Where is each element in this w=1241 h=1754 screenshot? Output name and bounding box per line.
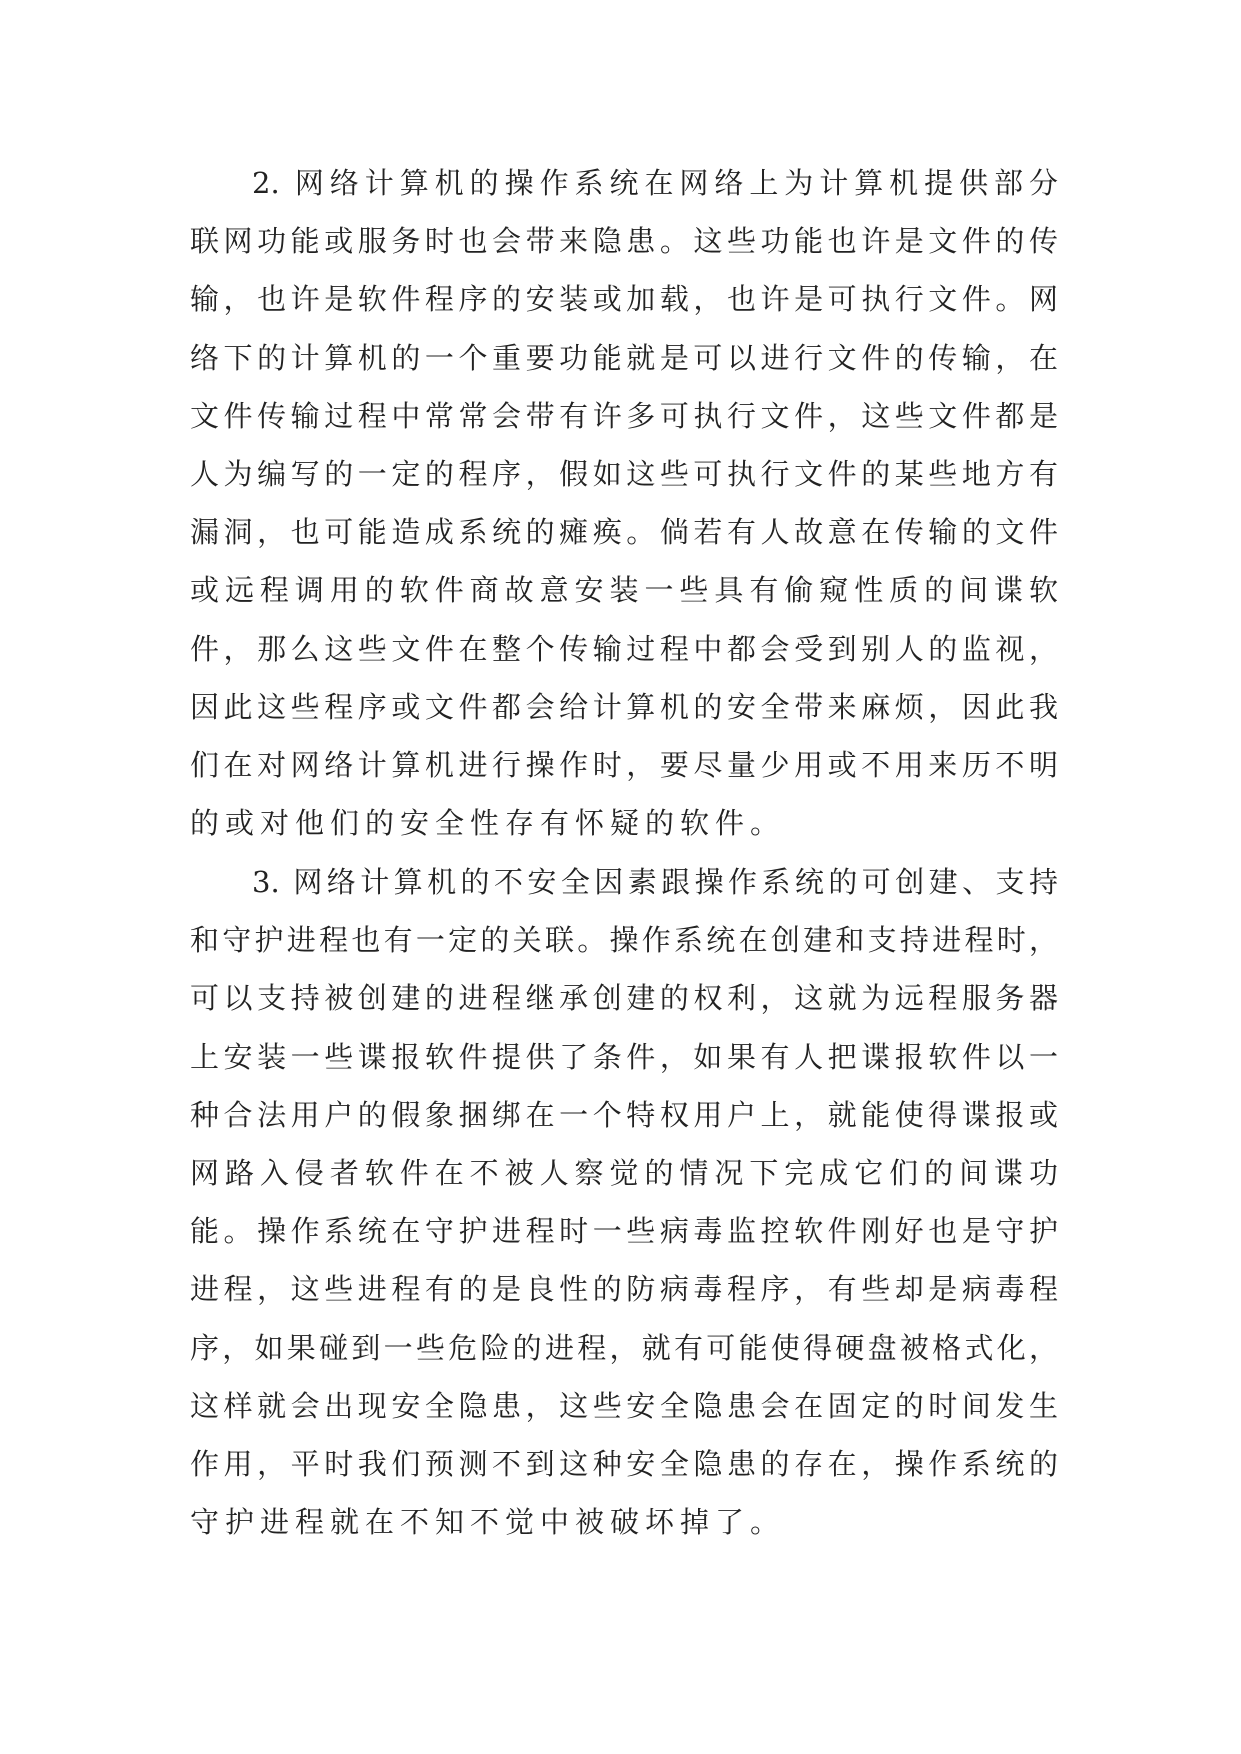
paragraph-line: 3. 网络计算机的不安全因素跟操作系统的可创建、支持 [252, 865, 1058, 899]
paragraph-line: 2. 网络计算机的操作系统在网络上为计算机提供部分 [252, 166, 1058, 200]
paragraph-line: 因此这些程序或文件都会给计算机的安全带来麻烦，因此我 [190, 689, 1058, 724]
paragraph-line: 进程，这些进程有的是良性的防病毒程序，有些却是病毒程 [190, 1272, 1058, 1307]
paragraph-line: 们在对网络计算机进行操作时，要尽量少用或不用来历不明 [190, 747, 1058, 782]
paragraph-line: 和守护进程也有一定的关联。操作系统在创建和支持进程时， [190, 923, 1058, 958]
paragraph-line: 上安装一些谍报软件提供了条件，如果有人把谍报软件以一 [190, 1039, 1058, 1074]
paragraph-line: 种合法用户的假象捆绑在一个特权用户上，就能使得谍报或 [190, 1097, 1058, 1132]
paragraph-line: 网路入侵者软件在不被人察觉的情况下完成它们的间谍功 [190, 1155, 1058, 1190]
paragraph-line: 人为编写的一定的程序，假如这些可执行文件的某些地方有 [190, 456, 1058, 491]
paragraph-line: 文件传输过程中常常会带有许多可执行文件，这些文件都是 [190, 398, 1058, 433]
paragraph-3 [190, 861, 1058, 1559]
paragraph-line: 可以支持被创建的进程继承创建的权利，这就为远程服务器 [190, 981, 1058, 1016]
paragraph-line: 络下的计算机的一个重要功能就是可以进行文件的传输，在 [190, 340, 1058, 375]
paragraph-line: 守护进程就在不知不觉中被破坏掉了。 [190, 1505, 786, 1540]
paragraph-line: 的或对他们的安全性存有怀疑的软件。 [190, 806, 786, 841]
paragraph-line: 能。操作系统在守护进程时一些病毒监控软件刚好也是守护 [190, 1214, 1058, 1249]
paragraph-line: 件，那么这些文件在整个传输过程中都会受到别人的监视， [190, 631, 1058, 666]
paragraph-line: 这样就会出现安全隐患，这些安全隐患会在固定的时间发生 [190, 1388, 1058, 1423]
paragraph-2 [190, 162, 1058, 860]
paragraph-line: 或远程调用的软件商故意安装一些具有偷窥性质的间谍软 [190, 573, 1058, 608]
paragraph-line: 联网功能或服务时也会带来隐患。这些功能也许是文件的传 [190, 224, 1058, 259]
paragraph-line: 作用，平时我们预测不到这种安全隐患的存在，操作系统的 [190, 1446, 1058, 1481]
paragraph-line: 漏洞，也可能造成系统的瘫痪。倘若有人故意在传输的文件 [190, 515, 1058, 550]
paragraph-line: 序，如果碰到一些危险的进程，就有可能使得硬盘被格式化， [190, 1330, 1058, 1365]
paragraph-line: 输，也许是软件程序的安装或加载，也许是可执行文件。网 [190, 282, 1058, 317]
